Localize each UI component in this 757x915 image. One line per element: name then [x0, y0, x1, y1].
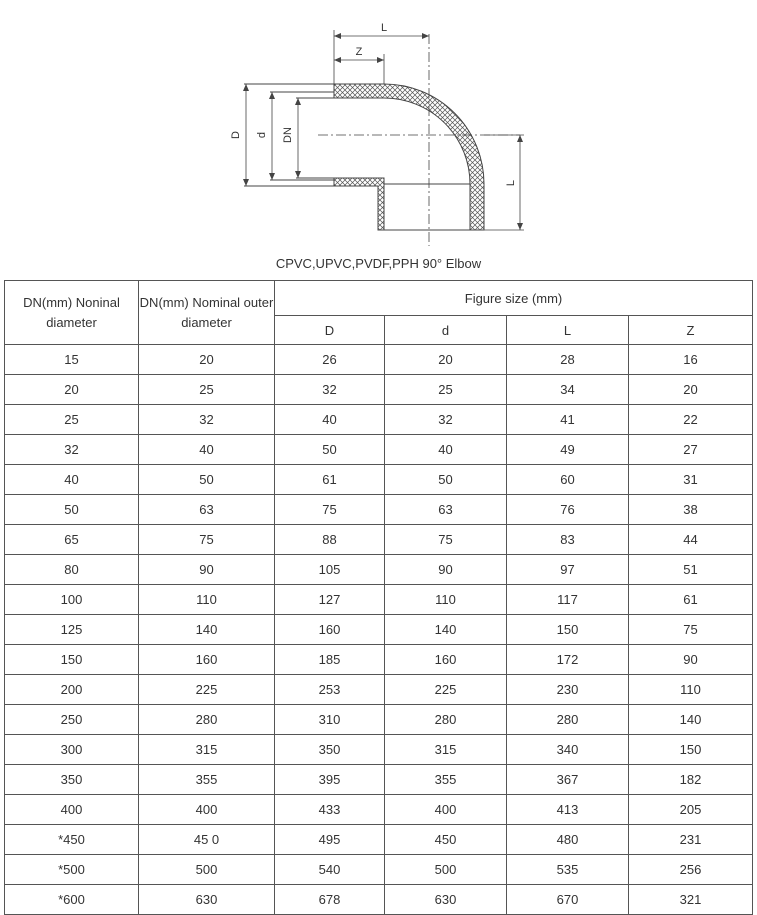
cell-Z: 205 [629, 795, 753, 825]
table-row [5, 885, 753, 915]
cell-dn: 50 [5, 495, 139, 525]
cell-Z: 38 [629, 495, 753, 525]
cell-Z: 22 [629, 405, 753, 435]
cell-Z: 31 [629, 465, 753, 495]
cell-dn: 150 [5, 645, 139, 675]
cell-Z: 90 [629, 645, 753, 675]
cell-L: 670 [507, 885, 629, 915]
cell-Z: 150 [629, 735, 753, 765]
table-row [5, 525, 753, 555]
header-col-d: d [385, 316, 507, 345]
cell-d: 25 [385, 375, 507, 405]
table-row [5, 495, 753, 525]
cell-dn: 300 [5, 735, 139, 765]
table-row [5, 735, 753, 765]
table-row [5, 645, 753, 675]
cell-dn: 350 [5, 765, 139, 795]
header-nominal-outer-diameter: DN(mm) Nominal outer diameter [139, 281, 275, 345]
cell-L: 367 [507, 765, 629, 795]
cell-outer-diameter: 90 [139, 555, 275, 585]
cell-Z: 110 [629, 675, 753, 705]
cell-L: 280 [507, 705, 629, 735]
table-row [5, 855, 753, 885]
table-row [5, 765, 753, 795]
cell-outer-diameter: 140 [139, 615, 275, 645]
cell-dn: 125 [5, 615, 139, 645]
cell-outer-diameter: 75 [139, 525, 275, 555]
header-dn-nominal-diameter: DN(mm) Noninal diameter [5, 281, 139, 345]
cell-d: 400 [385, 795, 507, 825]
cell-outer-diameter: 225 [139, 675, 275, 705]
cell-d: 355 [385, 765, 507, 795]
cell-D: 40 [275, 405, 385, 435]
table-row [5, 585, 753, 615]
cell-outer-diameter: 25 [139, 375, 275, 405]
cell-outer-diameter: 400 [139, 795, 275, 825]
cell-D: 88 [275, 525, 385, 555]
cell-L: 413 [507, 795, 629, 825]
cell-L: 172 [507, 645, 629, 675]
cell-L: 150 [507, 615, 629, 645]
cell-d: 630 [385, 885, 507, 915]
table-body [5, 345, 753, 915]
cell-Z: 16 [629, 345, 753, 375]
elbow-cross-section-diagram [0, 0, 757, 256]
cell-D: 32 [275, 375, 385, 405]
cell-D: 61 [275, 465, 385, 495]
cell-L: 340 [507, 735, 629, 765]
cell-outer-diameter: 355 [139, 765, 275, 795]
table-row [5, 675, 753, 705]
cell-D: 185 [275, 645, 385, 675]
cell-dn: 100 [5, 585, 139, 615]
cell-d: 40 [385, 435, 507, 465]
cell-L: 83 [507, 525, 629, 555]
cell-D: 395 [275, 765, 385, 795]
table-row [5, 555, 753, 585]
header-figure-size: Figure size (mm) [275, 281, 753, 316]
cell-outer-diameter: 315 [139, 735, 275, 765]
cell-outer-diameter: 280 [139, 705, 275, 735]
cell-dn: 15 [5, 345, 139, 375]
cell-L: 230 [507, 675, 629, 705]
cell-Z: 321 [629, 885, 753, 915]
cell-Z: 44 [629, 525, 753, 555]
cell-L: 117 [507, 585, 629, 615]
cell-D: 50 [275, 435, 385, 465]
cell-D: 160 [275, 615, 385, 645]
cell-dn: 32 [5, 435, 139, 465]
cell-d: 50 [385, 465, 507, 495]
cell-dn: 80 [5, 555, 139, 585]
cell-d: 20 [385, 345, 507, 375]
dim-label-Z: Z [355, 46, 363, 58]
cell-d: 63 [385, 495, 507, 525]
header-col-Z: Z [629, 316, 753, 345]
cell-Z: 51 [629, 555, 753, 585]
cell-outer-diameter: 45 0 [139, 825, 275, 855]
cell-Z: 182 [629, 765, 753, 795]
cell-dn: 20 [5, 375, 139, 405]
header-row-1 [5, 281, 753, 316]
cell-L: 480 [507, 825, 629, 855]
cell-D: 105 [275, 555, 385, 585]
cell-d: 75 [385, 525, 507, 555]
figure-caption: CPVC,UPVC,PVDF,PPH 90° Elbow [275, 256, 482, 271]
table-row [5, 405, 753, 435]
cell-dn: 25 [5, 405, 139, 435]
table-row [5, 345, 753, 375]
elbow-dimensions-table [4, 280, 753, 915]
cell-L: 60 [507, 465, 629, 495]
table-row [5, 465, 753, 495]
elbow-outer-wall [334, 84, 484, 230]
cell-outer-diameter: 500 [139, 855, 275, 885]
cell-Z: 75 [629, 615, 753, 645]
cell-dn: 200 [5, 675, 139, 705]
dim-label-L-top: L [380, 22, 388, 34]
cell-D: 540 [275, 855, 385, 885]
dim-label-D: D [230, 131, 242, 139]
cell-L: 76 [507, 495, 629, 525]
dim-label-d: d [256, 131, 268, 139]
cell-d: 315 [385, 735, 507, 765]
cell-dn: 40 [5, 465, 139, 495]
header-col-L: L [507, 316, 629, 345]
cell-outer-diameter: 63 [139, 495, 275, 525]
table-row [5, 825, 753, 855]
cell-outer-diameter: 50 [139, 465, 275, 495]
cell-D: 310 [275, 705, 385, 735]
cell-outer-diameter: 110 [139, 585, 275, 615]
table-row [5, 795, 753, 825]
cell-d: 225 [385, 675, 507, 705]
header-col-D: D [275, 316, 385, 345]
cell-outer-diameter: 20 [139, 345, 275, 375]
cell-D: 495 [275, 825, 385, 855]
dim-label-L-side: L [505, 179, 517, 187]
cell-Z: 61 [629, 585, 753, 615]
cell-dn: 400 [5, 795, 139, 825]
cell-Z: 20 [629, 375, 753, 405]
cell-L: 97 [507, 555, 629, 585]
cell-d: 110 [385, 585, 507, 615]
cell-Z: 27 [629, 435, 753, 465]
cell-Z: 256 [629, 855, 753, 885]
cell-L: 535 [507, 855, 629, 885]
cell-D: 433 [275, 795, 385, 825]
cell-outer-diameter: 160 [139, 645, 275, 675]
cell-D: 127 [275, 585, 385, 615]
cell-outer-diameter: 630 [139, 885, 275, 915]
cell-d: 450 [385, 825, 507, 855]
cell-d: 90 [385, 555, 507, 585]
dim-label-DN: DN [282, 127, 294, 143]
cell-outer-diameter: 32 [139, 405, 275, 435]
cell-L: 34 [507, 375, 629, 405]
cell-D: 26 [275, 345, 385, 375]
cell-dn: 65 [5, 525, 139, 555]
cell-d: 160 [385, 645, 507, 675]
cell-d: 500 [385, 855, 507, 885]
cell-D: 75 [275, 495, 385, 525]
cell-L: 49 [507, 435, 629, 465]
cell-outer-diameter: 40 [139, 435, 275, 465]
table-row [5, 705, 753, 735]
cell-dn: 250 [5, 705, 139, 735]
cell-L: 41 [507, 405, 629, 435]
cell-D: 350 [275, 735, 385, 765]
cell-L: 28 [507, 345, 629, 375]
table-row [5, 375, 753, 405]
cell-D: 253 [275, 675, 385, 705]
cell-dn: *600 [5, 885, 139, 915]
elbow-socket-wall [334, 178, 384, 230]
table-row [5, 615, 753, 645]
cell-Z: 140 [629, 705, 753, 735]
cell-Z: 231 [629, 825, 753, 855]
table-row [5, 435, 753, 465]
cell-dn: *450 [5, 825, 139, 855]
cell-d: 140 [385, 615, 507, 645]
cell-d: 32 [385, 405, 507, 435]
cell-dn: *500 [5, 855, 139, 885]
cell-D: 678 [275, 885, 385, 915]
cell-d: 280 [385, 705, 507, 735]
elbow-drawing [0, 0, 757, 280]
